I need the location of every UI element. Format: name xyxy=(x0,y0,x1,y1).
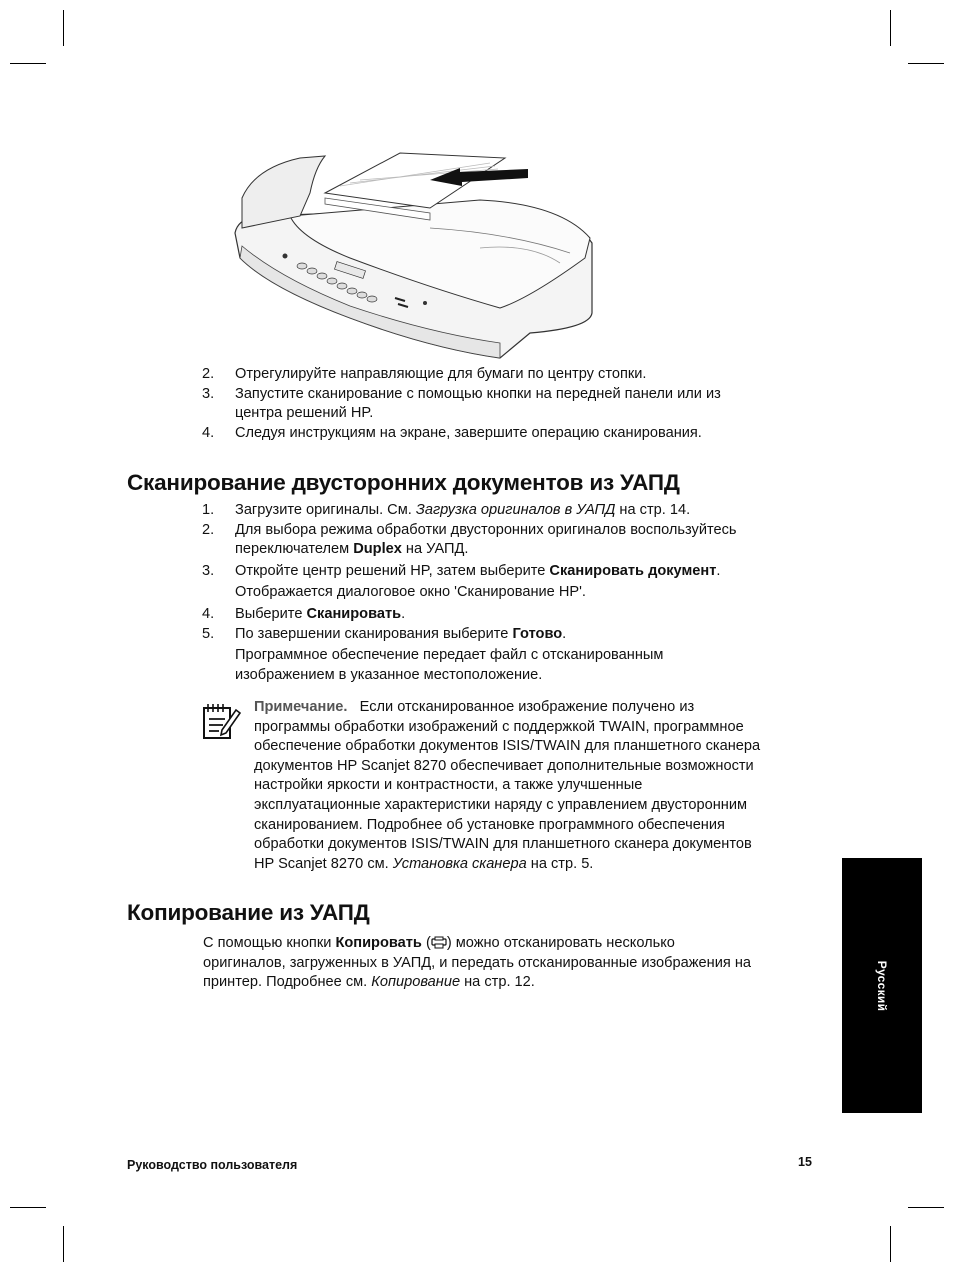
copy-icon xyxy=(431,936,447,949)
crop-mark xyxy=(10,63,46,64)
para-text: оригиналов, загруженных в УАПД, и передать отсканированные изображения на xyxy=(203,954,751,971)
note-text: обработки документов ISIS/TWAIN для планшетного сканера документов xyxy=(254,836,752,853)
crop-mark xyxy=(890,1226,891,1262)
item-number: 3. xyxy=(202,385,215,402)
steps-list xyxy=(202,365,822,443)
cross-reference-link[interactable]: Установка сканера xyxy=(392,855,527,872)
section-heading-copy: Копирование из УАПД xyxy=(127,900,370,925)
item-text: Следуя инструкциям на экране, завершите операцию сканирования. xyxy=(235,424,702,441)
cross-reference-link[interactable]: Загрузка оригиналов в УАПД xyxy=(415,502,616,518)
item-number: 4. xyxy=(202,605,215,622)
item-text: Запустите сканирование с помощью кнопки на передней панели или из xyxy=(235,385,721,402)
note-text: настройки яркости и контрастности, а также улучшенные xyxy=(254,777,643,794)
para-text: ) можно отсканировать несколько xyxy=(446,935,675,951)
list-item xyxy=(202,562,822,603)
copy-paragraph xyxy=(203,934,823,993)
item-text: По завершении сканирования выберите xyxy=(235,625,513,642)
scanner-illustration xyxy=(230,138,600,360)
note-text: на стр. 5. xyxy=(526,855,594,872)
item-text: на стр. 14. xyxy=(615,502,691,518)
note-pencil-icon xyxy=(200,700,242,742)
list-item xyxy=(202,385,822,424)
crop-mark xyxy=(63,1226,64,1262)
para-text: принтер. Подробнее см. xyxy=(203,974,372,991)
scan-term: Сканировать xyxy=(306,605,402,622)
note-text: сканированием. Подробнее об установке программного обеспечения xyxy=(254,816,725,833)
cross-reference-link[interactable]: Копирование xyxy=(371,974,461,991)
para-text: ( xyxy=(421,935,431,951)
crop-mark xyxy=(63,10,64,46)
item-text: Выберите xyxy=(235,605,307,622)
list-item xyxy=(202,501,822,521)
item-text: Программное обеспечение передает файл с отсканированным xyxy=(235,647,664,664)
list-item xyxy=(202,424,822,444)
footer-title: Руководство пользователя xyxy=(127,1158,298,1172)
crop-mark xyxy=(10,1207,46,1208)
item-number: 5. xyxy=(202,625,215,642)
crop-mark xyxy=(890,10,891,46)
item-text: . xyxy=(716,562,721,579)
item-text: Загрузите оригиналы. См. xyxy=(235,502,416,518)
note-text: документов HP Scanjet 8270 обеспечивает дополнительные возможности xyxy=(254,757,754,774)
copy-term: Копировать xyxy=(335,935,422,951)
para-text: С помощью кнопки xyxy=(203,935,336,951)
crop-mark xyxy=(908,1207,944,1208)
duplex-term: Duplex xyxy=(353,541,402,558)
scan-document-term: Сканировать документ xyxy=(549,562,717,579)
item-number: 2. xyxy=(202,366,215,382)
note-text: программы обработки изображений с поддержкой TWAIN, программное xyxy=(254,718,744,735)
note-block xyxy=(254,698,824,874)
item-text: на УАПД. xyxy=(401,541,469,558)
item-text: переключателем xyxy=(235,541,354,558)
note-text: Если отсканированное изображение получено из xyxy=(359,699,695,715)
item-text: . xyxy=(401,605,406,622)
duplex-steps-list xyxy=(202,501,822,685)
item-number: 4. xyxy=(202,424,215,441)
language-tab xyxy=(842,858,922,1113)
list-item xyxy=(202,625,822,686)
item-text: . xyxy=(562,625,567,642)
note-text: эксплуатационные характеристики наряду с управлением двусторонним xyxy=(254,796,748,813)
section-heading-duplex: Сканирование двусторонних документов из УАПД xyxy=(127,470,680,495)
note-text: HP Scanjet 8270 см. xyxy=(254,855,393,872)
list-item xyxy=(202,521,822,560)
item-text: Для выбора режима обработки двусторонних оригиналов воспользуйтесь xyxy=(235,521,737,538)
note-label: Примечание. xyxy=(254,699,348,715)
item-text: Отображается диалоговое окно 'Сканирование HP'. xyxy=(235,584,586,601)
item-text: изображением в указанное местоположение. xyxy=(235,666,543,683)
item-text: Откройте центр решений HP, затем выберите xyxy=(235,562,550,579)
list-item xyxy=(202,365,822,385)
item-number: 3. xyxy=(202,562,215,579)
language-tab-label: Русский xyxy=(875,960,889,1012)
note-text: обеспечение обработки документов ISIS/TWAIN для планшетного сканера xyxy=(254,738,761,755)
list-item xyxy=(202,605,822,625)
para-text: на стр. 12. xyxy=(460,974,535,991)
page-number: 15 xyxy=(798,1155,812,1169)
item-number: 1. xyxy=(202,502,215,518)
done-term: Готово xyxy=(512,625,563,642)
item-text: Отрегулируйте направляющие для бумаги по центру стопки. xyxy=(235,366,647,382)
item-number: 2. xyxy=(202,521,215,538)
item-text: центра решений HP. xyxy=(235,405,374,422)
crop-mark xyxy=(908,63,944,64)
